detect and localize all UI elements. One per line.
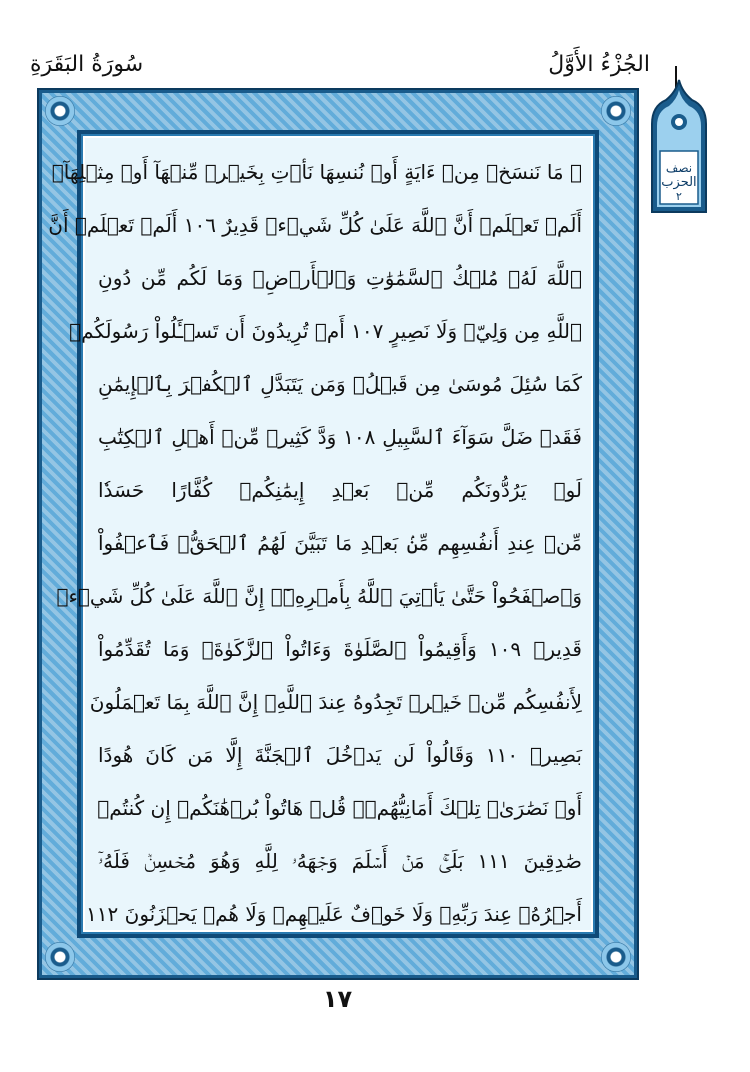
hizb-label-number: ٢ [676,190,682,203]
juz-title: الجُزْءُ الأَوَّلُ [548,52,650,77]
verse-line: ۞ مَا نَنسَخۡ مِنۡ ءَايَةٍ أَوۡ نُنسِهَا نَأۡتِ بِخَيۡرٖ مِّنۡهَآ أَوۡ مِثۡلِهَآۗ [51,160,582,184]
verse-line: أَوۡ نَصَٰرَىٰۗ تِلۡكَ أَمَانِيُّهُمۡۗ قُلۡ هَاتُواْ بُرۡهَٰنَكُمۡ إِن كُنتُمۡ [97,796,582,820]
verse-line: فَقَدۡ ضَلَّ سَوَآءَ ٱلسَّبِيلِ ١٠٨ وَدَّ كَثِيرٞ مِّنۡ أَهۡلِ ٱلۡكِتَٰبِ [98,425,582,449]
verse-line: وَٱصۡفَحُواْ حَتَّىٰ يَأۡتِيَ ٱللَّهُ بِأَمۡرِهِۦٓۗ إِنَّ ٱللَّهَ عَلَىٰ كُلِّ شَيۡءٖ [56,584,582,608]
verse-line: قَدِيرٞ ١٠٩ وَأَقِيمُواْ ٱلصَّلَوٰةَ وَءَاتُواْ ٱلزَّكَوٰةَۚ وَمَا تُقَدِّمُواْ [98,637,582,661]
page-header [0,0,750,90]
verse-line: بَصِيرٞ ١١٠ وَقَالُواْ لَن يَدۡخُلَ ٱلۡجَنَّةَ إِلَّا مَن كَانَ هُودًا [98,743,582,767]
verse-line: لَوۡ يَرُدُّونَكُم مِّنۢ بَعۡدِ إِيمَٰنِكُمۡ كُفَّارًا حَسَدٗا [98,478,582,502]
corner-rosette-icon [601,942,631,972]
page-number: ١٧ [322,985,353,1013]
verse-line: ٱللَّهِ مِن وَلِيّٖ وَلَا نَصِيرٍ ١٠٧ أَمۡ تُرِيدُونَ أَن تَسۡـَٔلُواْ رَسُولَكُمۡ [69,319,582,343]
corner-rosette-icon [601,96,631,126]
verse-line: أَلَمۡ تَعۡلَمۡ أَنَّ ٱللَّهَ عَلَىٰ كُلِّ شَيۡءٖ قَدِيرٌ ١٠٦ أَلَمۡ تَعۡلَمۡ أَنَّ [48,213,582,237]
hizb-marker [646,66,736,216]
verse-line: صَٰدِقِينَ ١١١ بَلَىٰۚ مَنۡ أَسۡلَمَ وَجۡهَهُۥ لِلَّهِ وَهُوَ مُحۡسِنٞ فَلَهُۥٓ [98,849,582,873]
verse-line: أَجۡرُهُۥ عِندَ رَبِّهِۦ وَلَا خَوۡفٌ عَلَيۡهِمۡ وَلَا هُمۡ يَحۡزَنُونَ ١١٢ [86,902,582,926]
verse-line: لِأَنفُسِكُم مِّنۡ خَيۡرٖ تَجِدُوهُ عِندَ ٱللَّهِۗ إِنَّ ٱللَّهَ بِمَا تَعۡمَلُونَ [89,690,582,714]
verse-line: كَمَا سُئِلَ مُوسَىٰ مِن قَبۡلُۗ وَمَن يَتَبَدَّلِ ٱلۡكُفۡرَ بِٱلۡإِيمَٰنِ [98,372,582,396]
verse-line: مِّنۡ عِندِ أَنفُسِهِم مِّنۢ بَعۡدِ مَا تَبَيَّنَ لَهُمُ ٱلۡحَقُّۖ فَٱعۡفُواْ [98,531,582,555]
corner-rosette-icon [45,942,75,972]
surah-title: سُورَةُ البَقَرَةِ [30,52,144,77]
corner-rosette-icon [45,96,75,126]
hizb-label-hizb: الحزب [661,175,697,190]
verse-line: ٱللَّهَ لَهُۥ مُلۡكُ ٱلسَّمَٰوَٰتِ وَٱلۡأَرۡضِۗ وَمَا لَكُم مِّن دُونِ [98,266,582,290]
hizb-label-half: نصف [665,161,693,175]
